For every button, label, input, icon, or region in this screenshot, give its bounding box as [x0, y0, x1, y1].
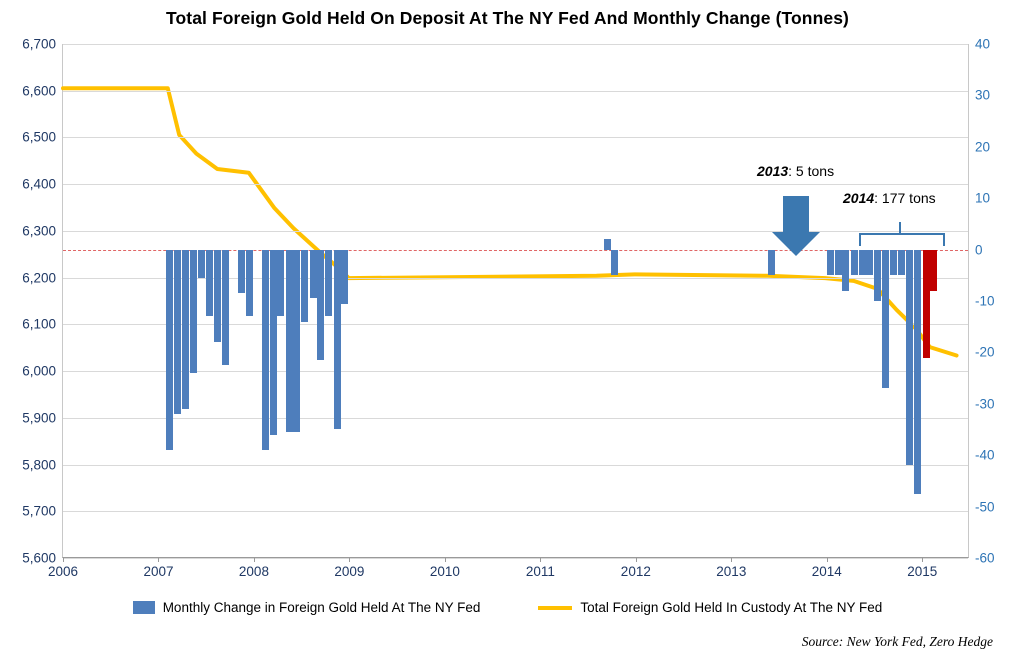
annotation-2013-value: : 5 tons [788, 163, 835, 179]
y-axis-right-tick: 10 [975, 190, 991, 206]
y-axis-right-tick: -40 [975, 447, 995, 463]
x-axis-tick: 2015 [907, 564, 938, 579]
legend-item-monthly-change[interactable] [133, 600, 481, 615]
y-axis-right-tick: -50 [975, 499, 995, 515]
y-axis-left-tick: 5,600 [22, 550, 56, 566]
y-axis-left-tick: 6,600 [22, 83, 56, 99]
annotation-2014 [843, 190, 936, 206]
x-axis-tick: 2009 [334, 564, 365, 579]
y-axis-left-tick: 5,800 [22, 457, 56, 473]
x-axis-tick: 2012 [620, 564, 651, 579]
legend-swatch-bar-icon [133, 601, 155, 614]
annotation-2014-value: : 177 tons [874, 190, 936, 206]
y-axis-left-tick: 6,300 [22, 223, 56, 239]
x-axis-tick: 2014 [811, 564, 842, 579]
y-axis-right-tick: 0 [975, 242, 983, 258]
x-axis-tick: 2007 [143, 564, 174, 579]
x-axis-tick: 2006 [47, 564, 79, 579]
legend-label-total-gold: Total Foreign Gold Held In Custody At The NY Fed [580, 600, 883, 615]
x-axis-tick: 2011 [525, 564, 555, 579]
y-axis-left-tick: 6,700 [22, 36, 56, 52]
y-axis-right-tick: -10 [975, 293, 995, 309]
y-axis-right-tick: -20 [975, 344, 995, 360]
x-axis-tick: 2008 [238, 564, 269, 579]
legend-label-monthly-change: Monthly Change in Foreign Gold Held At The NY Fed [162, 600, 481, 615]
source-note: Source: New York Fed, Zero Hedge [801, 634, 993, 649]
x-axis-tick: 2010 [429, 564, 460, 579]
chart-legend [0, 600, 1015, 615]
y-axis-left-tick: 5,900 [22, 410, 56, 426]
y-axis-right-tick: -30 [975, 396, 995, 412]
y-axis-left-tick: 5,700 [22, 503, 56, 519]
annotation-2014-year: 2014 [843, 190, 875, 206]
y-axis-right-tick: -60 [975, 550, 995, 566]
y-axis-left-tick: 6,500 [22, 129, 56, 145]
y-axis-right-tick: 40 [975, 36, 991, 52]
legend-item-total-gold[interactable] [538, 600, 882, 615]
legend-swatch-line-icon [538, 606, 572, 610]
y-axis-left-tick: 6,000 [22, 363, 56, 379]
annotation-2013 [757, 163, 834, 179]
chart-title: Total Foreign Gold Held On Deposit At The NY Fed And Monthly Change (Tonnes) [166, 8, 849, 28]
y-axis-left-tick: 6,400 [22, 176, 56, 192]
y-axis-right-tick: 20 [975, 139, 991, 155]
x-axis-tick: 2013 [716, 564, 747, 579]
y-axis-left-tick: 6,100 [22, 316, 56, 332]
annotation-2013-year: 2013 [757, 163, 789, 179]
y-axis-right-tick: 30 [975, 87, 991, 103]
y-axis-left-tick: 6,200 [22, 270, 56, 286]
